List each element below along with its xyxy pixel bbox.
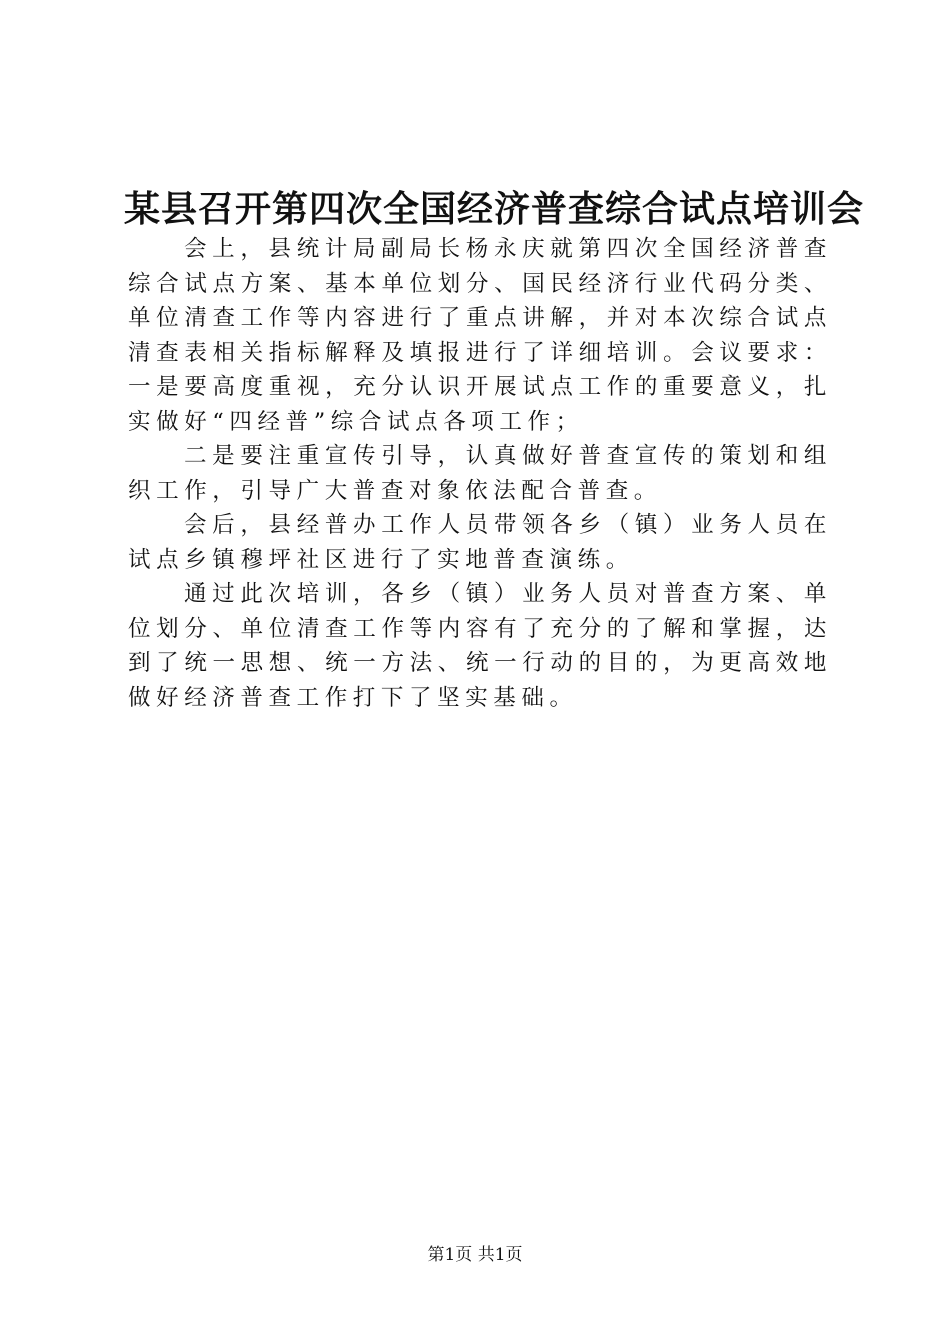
paragraph-1: 会上，县统计局副局长杨永庆就第四次全国经济普查综合试点方案、基本单位划分、国民经济行业代码分类、单位清查工作等内容进行了重点讲解，并对本次综合试点清查表相关指标解释及填报进行了详细培训。会议要求：一是要高度重视，充分认识开展试点工作的重要意义，扎实做好“四经普”综合试点各项工作； (128, 236, 832, 435)
document-body (128, 232, 832, 715)
paragraph-3: 会后，县经普办工作人员带领各乡（镇）业务人员在试点乡镇穆坪社区进行了实地普查演练。 (128, 512, 832, 573)
paragraph-2: 二是要注重宣传引导，认真做好普查宣传的策划和组织工作，引导广大普查对象依法配合普查。 (128, 443, 832, 504)
page-footer: 第1页 共1页 (427, 1245, 523, 1265)
paragraph-4: 通过此次培训，各乡（镇）业务人员对普查方案、单位划分、单位清查工作等内容有了充分的了解和掌握，达到了统一思想、统一方法、统一行动的目的，为更高效地做好经济普查工作打下了坚实基础。 (128, 581, 832, 711)
document-title: 某县召开第四次全国经济普查综合试点培训会 (124, 188, 865, 230)
